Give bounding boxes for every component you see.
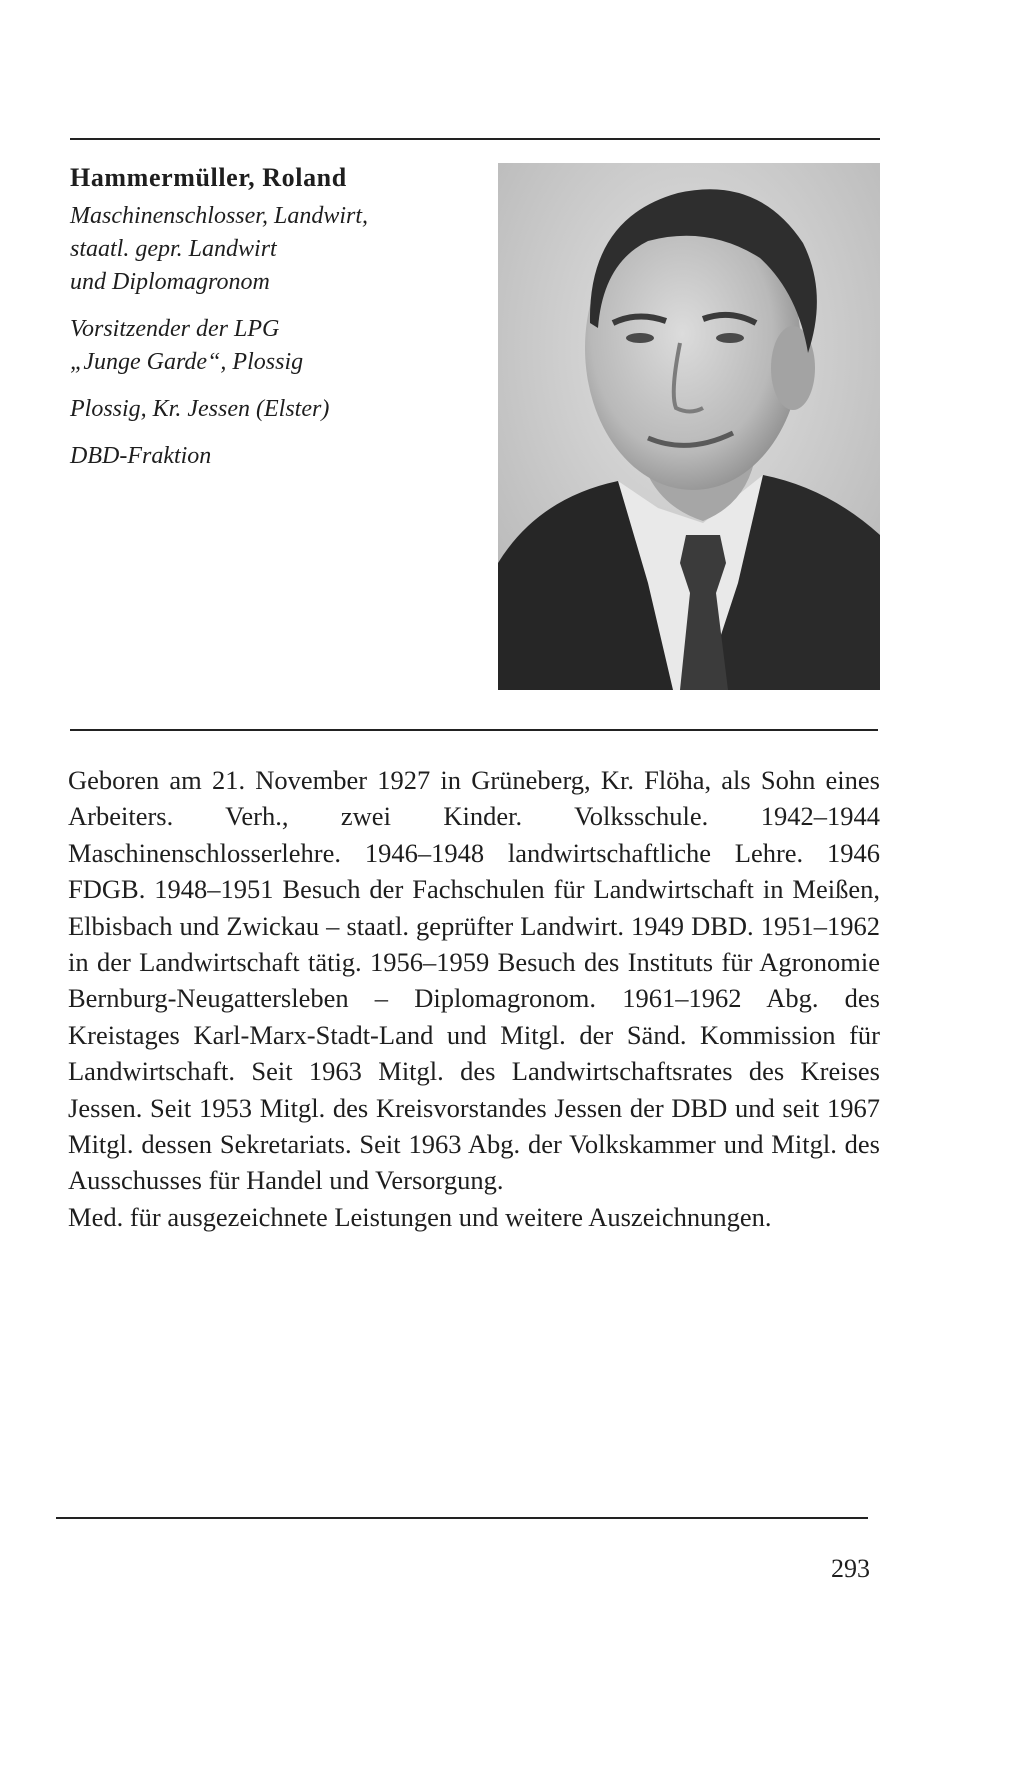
residence: Plossig, Kr. Jessen (Elster) <box>70 396 330 422</box>
profession-line: Maschinenschlosser, Landwirt, <box>70 203 369 229</box>
position-line: Vorsitzender der LPG <box>70 316 280 342</box>
portrait-illustration <box>498 163 880 690</box>
entry-header <box>70 162 490 487</box>
person-name: Hammermüller, Roland <box>70 163 347 192</box>
awards-paragraph: Med. für ausgezeichnete Leistungen und weitere Auszeichnungen. <box>68 1201 772 1232</box>
bottom-divider <box>56 1517 868 1519</box>
biography <box>68 762 880 1235</box>
top-divider <box>70 138 880 140</box>
position-line: „Junge Garde“, Plossig <box>70 349 304 375</box>
faction: DBD-Fraktion <box>70 443 212 469</box>
portrait-photo <box>498 163 880 690</box>
profession-block <box>70 200 490 299</box>
biography-paragraph: Geboren am 21. November 1927 in Grüneberg, Kr. Flöha, als Sohn eines Arbeiters. Verh., zwei Kinder. Volksschule. 1942–1944 Maschinenschlosserlehre. 1946–1948 landwirtschaftliche Lehre. 1946 FDGB. 1948–1951 Besuch der Fachschulen für Landwirtschaft in Meißen, Elbisbach und Zwickau – staatl. geprüfter Landwirt. 1949 DBD. 1951–1962 in der Landwirtschaft tätig. 1956–1959 Besuch des Instituts für Agronomie Bernburg-Neugattersleben – Diplomagronom. 1961–1962 Abg. des Kreistages Karl-Marx-Stadt-Land und Mitgl. der Sänd. Kommission für Landwirtschaft. Seit 1963 Mitgl. des Landwirtschaftsrates des Kreises Jessen. Seit 1953 Mitgl. des Kreisvorstandes Jessen der DBD und seit 1967 Mitgl. dessen Sekretariats. Seit 1963 Abg. der Volkskammer und Mitgl. des Ausschusses für Handel und Versorgung. <box>68 765 880 1196</box>
middle-divider <box>70 729 878 731</box>
page-number: 293 <box>831 1554 870 1583</box>
position-block <box>70 313 490 379</box>
faction-block <box>70 440 490 473</box>
profession-line: und Diplomagronom <box>70 269 270 295</box>
profession-line: staatl. gepr. Landwirt <box>70 236 277 262</box>
residence-block <box>70 393 490 426</box>
